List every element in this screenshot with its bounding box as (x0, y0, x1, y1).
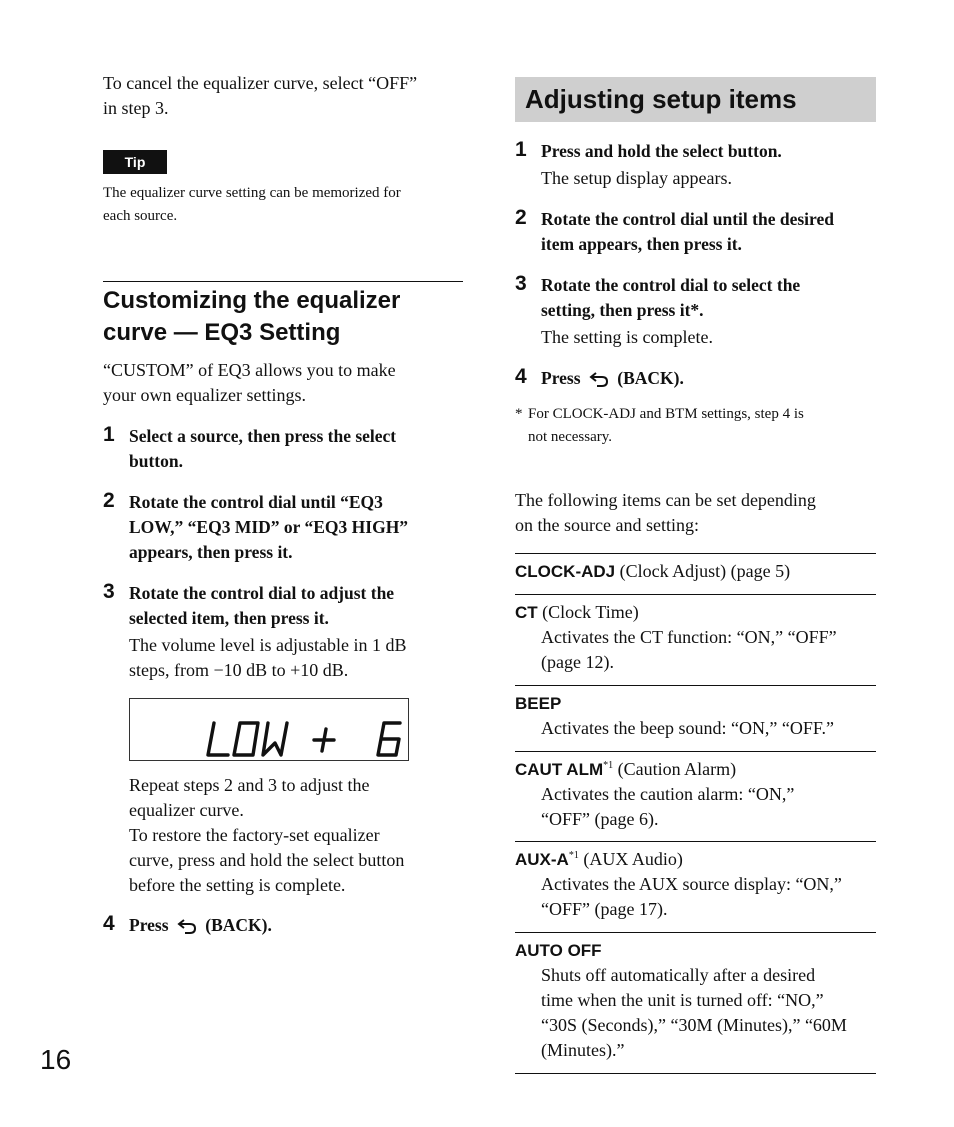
step-text: Rotate the control dial to adjust the selected item, then press it. (129, 583, 395, 628)
step-text: Press (BACK). (129, 913, 429, 941)
step-text: Rotate the control dial to select the setting, then press it*. (541, 275, 801, 320)
step-text: Press and hold the select button. (541, 141, 782, 161)
setup-item-desc: Activates the caution alarm: “ON,” “OFF” (page 6). (541, 784, 795, 829)
step-text: Press (BACK). (541, 366, 841, 394)
step-number: 3 (515, 272, 527, 295)
setup-item-desc: Activates the beep sound: “ON,” “OFF.” (541, 718, 834, 738)
after-display-text: Repeat steps 2 and 3 to adjust the equalizer curve. To restore the factory-set equalizer curve, press and hold the select button before the setting is complete. (129, 775, 405, 895)
setup-item-clock-adj: CLOCK-ADJ (Clock Adjust) (page 5) (515, 561, 791, 581)
tip-badge: Tip (103, 150, 167, 174)
back-arrow-icon (177, 916, 197, 941)
step-note: The volume level is adjustable in 1 dB steps, from −10 dB to +10 dB. (129, 635, 407, 680)
setup-item-aux-a: AUX-$A^{*1}$ (AUX Audio) (515, 849, 683, 869)
step-text: Rotate the control dial until the desired item appears, then press it. (541, 209, 834, 254)
step-number: 4 (103, 912, 115, 935)
divider (515, 553, 876, 554)
setup-item-caut-alm: CAUT ALM$^{*1}$ (Caution Alarm) (515, 759, 737, 779)
divider (515, 594, 876, 595)
section-title-bar (515, 77, 876, 122)
divider (515, 685, 876, 686)
step-number: 2 (515, 206, 527, 229)
setup-item-ct: CT (Clock Time) (515, 602, 639, 622)
setup-item-desc: Activates the AUX source display: “ON,” “OFF” (page 17). (541, 874, 842, 919)
divider (515, 932, 876, 933)
back-arrow-icon (589, 369, 609, 394)
section-intro: “CUSTOM” of EQ3 allows you to make your own equalizer settings. (103, 360, 396, 405)
section-divider (103, 281, 463, 282)
lcd-display (129, 698, 409, 761)
step-number: 1 (103, 423, 115, 446)
step-number: 3 (103, 580, 115, 603)
section-title-eq3: Customizing the equalizer curve — EQ3 Setting (103, 287, 401, 346)
setup-item-desc: Activates the CT function: “ON,” “OFF” (page 12). (541, 627, 837, 672)
footnote-mark: * (515, 406, 523, 422)
footnote: For CLOCK-ADJ and BTM settings, step 4 is not necessary. (528, 406, 804, 445)
step-number: 2 (103, 489, 115, 512)
lcd-segment-graphic (130, 699, 408, 760)
section-title-setup: Adjusting setup items (525, 84, 797, 114)
step-number: 1 (515, 138, 527, 161)
following-intro: The following items can be set depending on the source and setting: (515, 490, 816, 535)
setup-item-beep: BEEP (515, 694, 562, 713)
page-number: 16 (40, 1044, 72, 1075)
divider (515, 751, 876, 752)
cancel-note: To cancel the equalizer curve, select “OFF” in step 3. (103, 73, 418, 118)
tip-text: The equalizer curve setting can be memorized for each source. (103, 185, 401, 224)
step-note: The setting is complete. (541, 327, 713, 347)
step-note: The setup display appears. (541, 168, 732, 188)
setup-item-desc: Shuts off automatically after a desired time when the unit is turned off: “NO,” “30S (Seconds),” “30M (Minutes),” “60M (Minutes).” (541, 965, 847, 1060)
setup-item-auto-off: AUTO OFF (515, 941, 602, 960)
divider (515, 1073, 876, 1074)
step-text: Rotate the control dial until “EQ3 LOW,” “EQ3 MID” or “EQ3 HIGH” appears, then press it. (129, 492, 409, 562)
step-text: Select a source, then press the select button. (129, 426, 397, 471)
divider (515, 841, 876, 842)
step-number: 4 (515, 365, 527, 388)
